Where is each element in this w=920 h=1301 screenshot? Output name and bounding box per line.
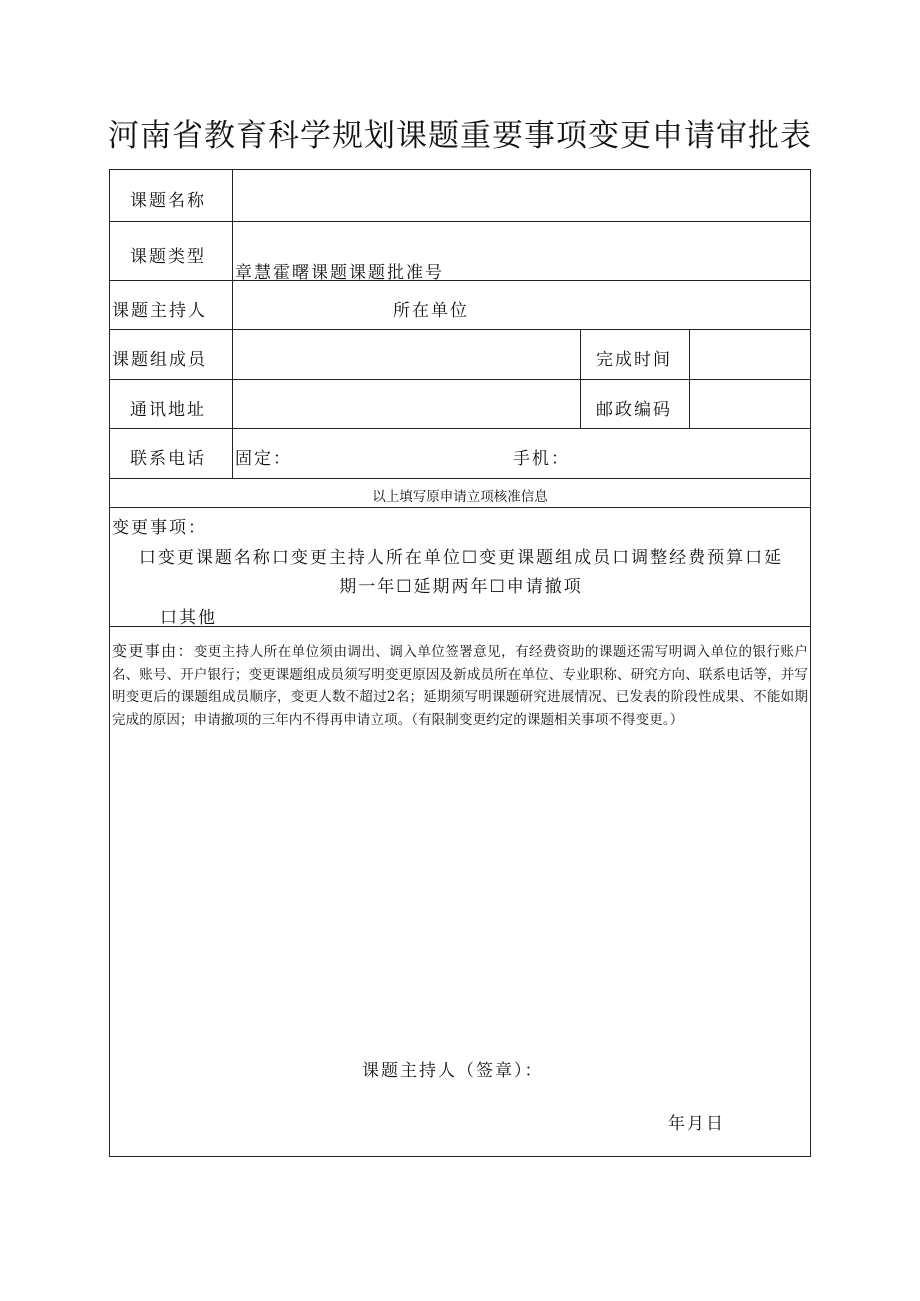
row-divider (110, 478, 810, 479)
column-divider (232, 170, 233, 478)
row-divider (110, 507, 810, 508)
original-info-note: 以上填写原申请立项核准信息 (372, 489, 548, 505)
change-options-line2: 期一年☐延期两年☐申请撤项 (339, 577, 583, 597)
change-reason (112, 640, 808, 731)
page-title: 河南省教育科学规划课题重要事项变更申请审批表 (108, 118, 812, 154)
row-divider (110, 428, 810, 429)
host-signature-label: 课题主持人（签章）： (362, 1061, 544, 1081)
mobile-label: 手机： (513, 449, 570, 469)
date-label: 年月日 (668, 1114, 725, 1134)
topic-type-value: 章慧霍曙课题课题批准号 (235, 263, 444, 283)
postcode-label: 邮政编码 (596, 400, 672, 420)
change-options-line1: 口变更课题名称口变更主持人所在单位☐变更课题组成员口调整经费预算口延 (138, 548, 784, 568)
topic-name-label: 课题名称 (130, 191, 206, 211)
change-options-other: 口其他 (160, 608, 217, 628)
column-divider (580, 329, 581, 428)
landline-label: 固定： (235, 449, 292, 469)
row-divider (110, 329, 810, 330)
row-divider (110, 379, 810, 380)
unit-label: 所在单位 (393, 301, 469, 321)
members-label: 课题组成员 (112, 350, 207, 370)
finish-time-label: 完成时间 (596, 350, 672, 370)
row-divider (110, 221, 810, 222)
row-divider (110, 280, 810, 281)
phone-label: 联系电话 (130, 449, 206, 469)
host-label: 课题主持人 (112, 301, 207, 321)
address-label: 通讯地址 (130, 400, 206, 420)
topic-type-label: 课题类型 (130, 247, 206, 267)
change-items-heading: 变更事项： (112, 518, 207, 538)
change-reason-body: 变更主持人所在单位须由调出、调入单位签署意见，有经费资助的课题还需写明调入单位的银行账户名、账号、开户银行；变更课题组成员须写明变更原因及新成员所在单位、专业职称、研究方向、联系电话等，并写明变更后的课题组成员顺序，变更人数不超过2名；延期须写明课题研究进展情况、已发表的阶段性成果、不能如期完成的原因；申请撤项的三年内不得再申请立项。（有限制变更约定的课题相关事项不得变更。） (112, 644, 808, 728)
change-items-options (114, 544, 808, 602)
change-reason-heading: 变更事由： (112, 642, 194, 660)
application-form-table (109, 169, 811, 1157)
column-divider (689, 329, 690, 428)
